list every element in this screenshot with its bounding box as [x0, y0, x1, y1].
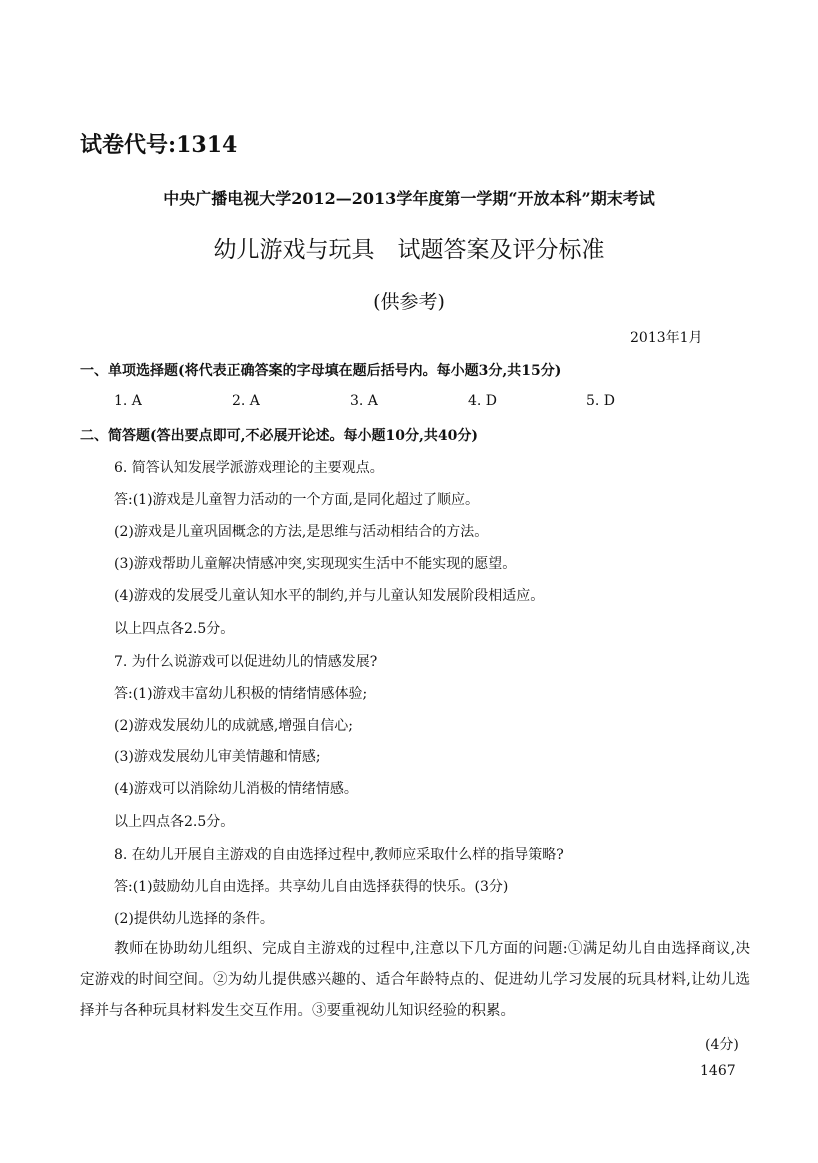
question-6: 6. 简答认知发展学派游戏理论的主要观点。 — [114, 460, 384, 476]
score-note: 以上四点各2.5分。 — [114, 621, 235, 637]
answer-line: (2)游戏是儿童巩固概念的方法,是思维与活动相结合的方法。 — [114, 524, 489, 540]
document-title: 幼儿游戏与玩具 试题答案及评分标准 — [213, 237, 605, 263]
document-subtitle: (供参考) — [373, 291, 445, 313]
answer-line: (2)游戏发展幼儿的成就感,增强自信心; — [114, 718, 353, 734]
score-note: (4分) — [705, 1037, 739, 1053]
answer-paragraph — [80, 934, 750, 1027]
section1-heading: 一、单项选择题(将代表正确答案的字母填在题后括号内。每小题3分,共15分) — [80, 363, 562, 379]
choice-answer-1: 1. A — [114, 393, 142, 409]
exam-code: 试卷代号:1314 — [80, 132, 238, 158]
choice-answer-5: 5. D — [586, 393, 616, 409]
section2-heading: 二、简答题(答出要点即可,不必展开论述。每小题10分,共40分) — [80, 428, 478, 444]
answer-line: (2)提供幼儿选择的条件。 — [114, 911, 274, 927]
choice-answer-3: 3. A — [350, 393, 378, 409]
answer-line: (3)游戏发展幼儿审美情趣和情感; — [114, 749, 321, 765]
question-7: 7. 为什么说游戏可以促进幼儿的情感发展? — [114, 654, 378, 670]
page-number: 1467 — [700, 1063, 736, 1079]
answer-line: 答:(1)游戏是儿童智力活动的一个方面,是同化超过了顺应。 — [114, 492, 479, 508]
answer-line: 答:(1)鼓励幼儿自由选择。共享幼儿自由选择获得的快乐。(3分) — [114, 879, 509, 895]
answer-line: (3)游戏帮助儿童解决情感冲突,实现现实生活中不能实现的愿望。 — [114, 556, 517, 572]
question-8: 8. 在幼儿开展自主游戏的自由选择过程中,教师应采取什么样的指导策略? — [114, 847, 564, 863]
answer-line: 答:(1)游戏丰富幼儿积极的情绪情感体验; — [114, 686, 368, 702]
answer-paragraph-text: 教师在协助幼儿组织、完成自主游戏的过程中,注意以下几方面的问题:①满足幼儿自由选择商议,决定游戏的时间空间。②为幼儿提供感兴趣的、适合年龄特点的、促进幼儿学习发展的玩具材料,让幼儿选择并与各种玩具材料发生交互作用。③要重视幼儿知识经验的积累。 — [80, 941, 750, 1019]
exam-header: 中央广播电视大学2012—2013学年度第一学期“开放本科”期末考试 — [163, 189, 655, 208]
choice-answer-4: 4. D — [468, 393, 498, 409]
choice-answer-2: 2. A — [232, 393, 260, 409]
exam-date: 2013年1月 — [630, 330, 703, 346]
score-note: 以上四点各2.5分。 — [114, 814, 235, 830]
answer-line: (4)游戏可以消除幼儿消极的情绪情感。 — [114, 781, 358, 797]
answer-line: (4)游戏的发展受儿童认知水平的制约,并与儿童认知发展阶段相适应。 — [114, 588, 545, 604]
